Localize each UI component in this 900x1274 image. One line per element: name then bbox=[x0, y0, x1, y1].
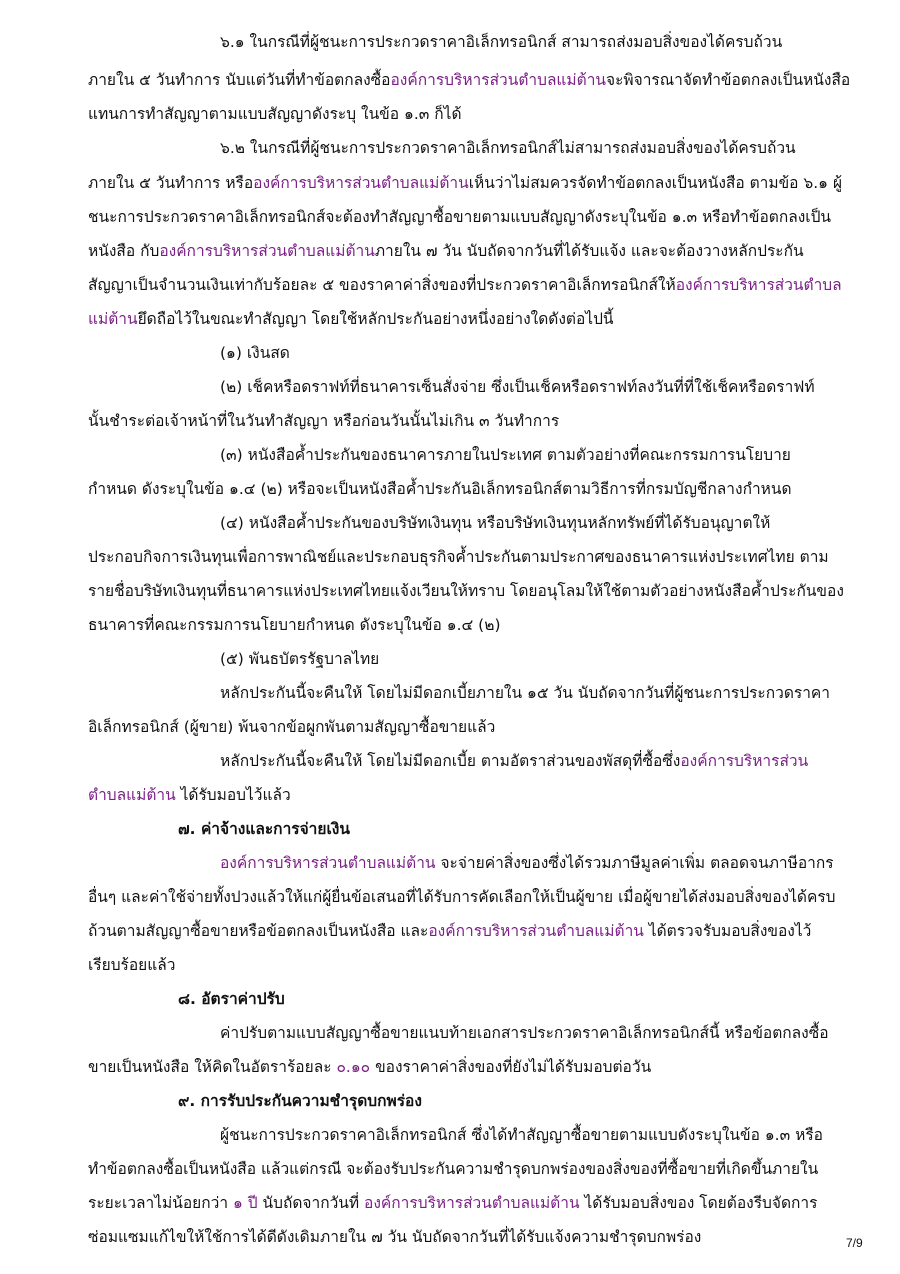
text-line bbox=[88, 920, 811, 942]
text-line bbox=[88, 580, 844, 602]
text-line bbox=[88, 954, 175, 976]
text-line bbox=[88, 546, 829, 568]
text-line bbox=[220, 137, 796, 159]
org-name-highlight: องค์การบริหารส่วนตำบลแม่ต้าน bbox=[220, 854, 436, 872]
text-line bbox=[220, 512, 770, 534]
text-line bbox=[220, 31, 782, 53]
org-name-highlight: องค์การบริหารส่วนตำบลแม่ต้าน bbox=[159, 242, 375, 260]
text-segment: อิเล็กทรอนิกส์ (ผู้ขาย) พ้นจากข้อผูกพันตามสัญญาซื้อขายแล้ว bbox=[88, 718, 496, 736]
text-segment: (๑) เงินสด bbox=[220, 344, 290, 362]
text-line bbox=[220, 1022, 829, 1044]
text-segment: ๖.๒ ในกรณีที่ผู้ชนะการประกวดราคาอิเล็กทรอนิกส์ไม่สามารถส่งมอบสิ่งของได้ครบถ้วน bbox=[220, 139, 796, 157]
text-segment: ชนะการประกวดราคาอิเล็กทรอนิกส์จะต้องทำสัญญาซื้อขายตามแบบสัญญาดังระบุในข้อ ๑.๓ หรือทำข้อตกลงเป็น bbox=[88, 208, 832, 226]
text-line bbox=[88, 274, 842, 296]
text-line bbox=[88, 172, 842, 194]
text-segment: ธนาคารที่คณะกรรมการนโยบายกำหนด ดังระบุในข้อ ๑.๔ (๒) bbox=[88, 616, 501, 634]
text-segment: ยึดถือไว้ในขณะทำสัญญา โดยใช้หลักประกันอย่างหนึ่งอย่างใดดังต่อไปนี้ bbox=[137, 310, 614, 328]
text-segment: ซ่อมแซมแก้ไขให้ใช้การได้ดีดังเดิมภายใน ๗ วัน นับถัดจากวันที่ได้รับแจ้งความชำรุดบกพร่อง bbox=[88, 1228, 702, 1246]
text-line bbox=[88, 308, 614, 330]
text-line bbox=[88, 1056, 651, 1078]
page-number: 7/9 bbox=[846, 1236, 863, 1250]
text-line bbox=[88, 478, 792, 500]
text-segment: อื่นๆ และค่าใช้จ่ายทั้งปวงแล้วให้แก่ผู้ยื่นข้อเสนอที่ได้รับการคัดเลือกให้เป็นผู้ขาย เมื่อผู้ขายได้ส่งมอบสิ่งของได้ครบ bbox=[88, 888, 836, 906]
text-segment: นั้นชำระต่อเจ้าหน้าที่ในวันทำสัญญา หรือก่อนวันนั้นไม่เกิน ๓ วันทำการ bbox=[88, 412, 560, 430]
text-line bbox=[178, 1090, 422, 1112]
org-name-highlight: องค์การบริหารส่วนตำบลแม่ต้าน bbox=[364, 1194, 580, 1212]
text-segment: ผู้ชนะการประกวดราคาอิเล็กทรอนิกส์ ซึ่งได้ทำสัญญาซื้อขายตามแบบดังระบุในข้อ ๑.๓ หรือ bbox=[220, 1126, 823, 1144]
text-segment: รายชื่อบริษัทเงินทุนที่ธนาคารแห่งประเทศไทยแจ้งเวียนให้ทราบ โดยอนุโลมให้ใช้ตามตัวอย่างหนังสือค้ำประกันของ bbox=[88, 582, 844, 600]
text-segment: หลักประกันนี้จะคืนให้ โดยไม่มีดอกเบี้ย ตามอัตราส่วนของพัสดุที่ซื้อซึ่ง bbox=[220, 752, 681, 770]
text-segment: ค่าปรับตามแบบสัญญาซื้อขายแนบท้ายเอกสารประกวดราคาอิเล็กทรอนิกส์นี้ หรือข้อตกลงซื้อ bbox=[220, 1024, 829, 1042]
text-segment: ทำข้อตกลงซื้อเป็นหนังสือ แล้วแต่กรณี จะต้องรับประกันความชำรุดบกพร่องของสิ่งของที่ซื้อขายที่เกิดขึ้นภายใน bbox=[88, 1160, 819, 1178]
text-segment: ภายใน ๕ วันทำการ หรือ bbox=[88, 174, 254, 192]
text-line bbox=[88, 103, 462, 125]
text-line bbox=[88, 1226, 701, 1248]
text-line bbox=[220, 682, 830, 704]
text-line bbox=[220, 750, 808, 772]
text-segment: ประกอบกิจการเงินทุนเพื่อการพาณิชย์และประกอบธุรกิจค้ำประกันตามประกาศของธนาคารแห่งประเทศไทย ตาม bbox=[88, 548, 829, 566]
org-name-highlight: องค์การบริหารส่วนตำบลแม่ต้าน bbox=[428, 922, 644, 940]
text-line bbox=[220, 648, 379, 670]
org-name-highlight: ๐.๑๐ bbox=[336, 1058, 371, 1076]
text-line bbox=[220, 342, 290, 364]
text-line bbox=[220, 1124, 823, 1146]
text-segment: จะจ่ายค่าสิ่งของซึ่งได้รวมภาษีมูลค่าเพิ่ม ตลอดจนภาษีอากร bbox=[435, 854, 834, 872]
text-segment: ภายใน ๕ วันทำการ นับแต่วันที่ทำข้อตกลงซื้อ bbox=[88, 71, 391, 89]
org-name-highlight: องค์การบริหารส่วนตำบล bbox=[675, 276, 842, 294]
text-segment: จะพิจารณาจัดทำข้อตกลงเป็นหนังสือ bbox=[606, 71, 851, 89]
text-segment: (๕) พันธบัตรรัฐบาลไทย bbox=[220, 650, 380, 668]
text-line bbox=[88, 206, 831, 228]
text-segment: ๖.๑ ในกรณีที่ผู้ชนะการประกวดราคาอิเล็กทรอนิกส์ สามารถส่งมอบสิ่งของได้ครบถ้วน bbox=[220, 33, 783, 51]
text-line bbox=[220, 376, 815, 398]
text-segment: แทนการทำสัญญาตามแบบสัญญาดังระบุ ในข้อ ๑.๓ ก็ได้ bbox=[88, 105, 462, 123]
section-heading: ๗. ค่าจ้างและการจ่ายเงิน bbox=[178, 820, 350, 838]
org-name-highlight: ๑ ปี bbox=[232, 1194, 258, 1212]
text-line bbox=[88, 1158, 818, 1180]
text-segment: เรียบร้อยแล้ว bbox=[88, 956, 176, 974]
section-heading: ๘. อัตราค่าปรับ bbox=[178, 990, 285, 1008]
org-name-highlight: แม่ต้าน bbox=[88, 310, 138, 328]
section-heading: ๙. การรับประกันความชำรุดบกพร่อง bbox=[178, 1092, 422, 1110]
text-line bbox=[88, 716, 495, 738]
text-line bbox=[178, 988, 285, 1010]
text-line bbox=[88, 240, 804, 262]
text-segment: ขายเป็นหนังสือ ให้คิดในอัตราร้อยละ bbox=[88, 1058, 337, 1076]
text-line bbox=[220, 444, 791, 466]
text-segment: นับถัดจากวันที่ bbox=[257, 1194, 365, 1212]
text-segment: (๓) หนังสือค้ำประกันของธนาคารภายในประเทศ ตามตัวอย่างที่คณะกรรมการนโยบาย bbox=[220, 446, 791, 464]
text-line bbox=[178, 818, 350, 840]
org-name-highlight: องค์การบริหารส่วนตำบลแม่ต้าน bbox=[390, 71, 607, 89]
text-segment: ระยะเวลาไม่น้อยกว่า bbox=[88, 1194, 233, 1212]
text-line bbox=[88, 886, 836, 908]
text-segment: (๒) เช็คหรือดราฟท์ที่ธนาคารเซ็นสั่งจ่าย ซึ่งเป็นเช็คหรือดราฟท์ลงวันที่ที่ใช้เช็คหรือดราฟท์ bbox=[220, 378, 815, 396]
org-name-highlight: องค์การบริหารส่วน bbox=[680, 752, 809, 770]
text-line bbox=[88, 410, 559, 432]
text-segment: ของราคาค่าสิ่งของที่ยังไม่ได้รับมอบต่อวัน bbox=[370, 1058, 652, 1076]
text-segment: หนังสือ กับ bbox=[88, 242, 160, 260]
text-segment: กำหนด ดังระบุในข้อ ๑.๔ (๒) หรือจะเป็นหนังสือค้ำประกันอิเล็กทรอนิกส์ตามวิธีการที่กรมบัญชีกลางกำหนด bbox=[88, 480, 792, 498]
text-segment: ถ้วนตามสัญญาซื้อขายหรือข้อตกลงเป็นหนังสือ และ bbox=[88, 922, 429, 940]
text-line bbox=[88, 1192, 817, 1214]
text-segment: (๔) หนังสือค้ำประกันของบริษัทเงินทุน หรือบริษัทเงินทุนหลักทรัพย์ที่ได้รับอนุญาตให้ bbox=[220, 514, 771, 532]
text-line bbox=[88, 784, 291, 806]
text-segment: หลักประกันนี้จะคืนให้ โดยไม่มีดอกเบี้ยภายใน ๑๕ วัน นับถัดจากวันที่ผู้ชนะการประกวดราคา bbox=[220, 684, 831, 702]
text-segment: ได้รับมอบสิ่งของ โดยต้องรีบจัดการ bbox=[579, 1194, 818, 1212]
text-segment: ภายใน ๗ วัน นับถัดจากวันที่ได้รับแจ้ง และจะต้องวางหลักประกัน bbox=[374, 242, 804, 260]
text-line bbox=[88, 69, 850, 91]
text-segment: สัญญาเป็นจำนวนเงินเท่ากับร้อยละ ๕ ของราคาค่าสิ่งของที่ประกวดราคาอิเล็กทรอนิกส์ให้ bbox=[88, 276, 676, 294]
org-name-highlight: องค์การบริหารส่วนตำบลแม่ต้าน bbox=[253, 174, 469, 192]
text-line bbox=[88, 614, 501, 636]
text-segment: ได้รับมอบไว้แล้ว bbox=[175, 786, 291, 804]
text-segment: ได้ตรวจรับมอบสิ่งของไว้ bbox=[643, 922, 812, 940]
text-line bbox=[220, 852, 834, 874]
text-segment: เห็นว่าไม่สมควรจัดทำข้อตกลงเป็นหนังสือ ตามข้อ ๖.๑ ผู้ bbox=[468, 174, 843, 192]
org-name-highlight: ตำบลแม่ต้าน bbox=[88, 786, 176, 804]
